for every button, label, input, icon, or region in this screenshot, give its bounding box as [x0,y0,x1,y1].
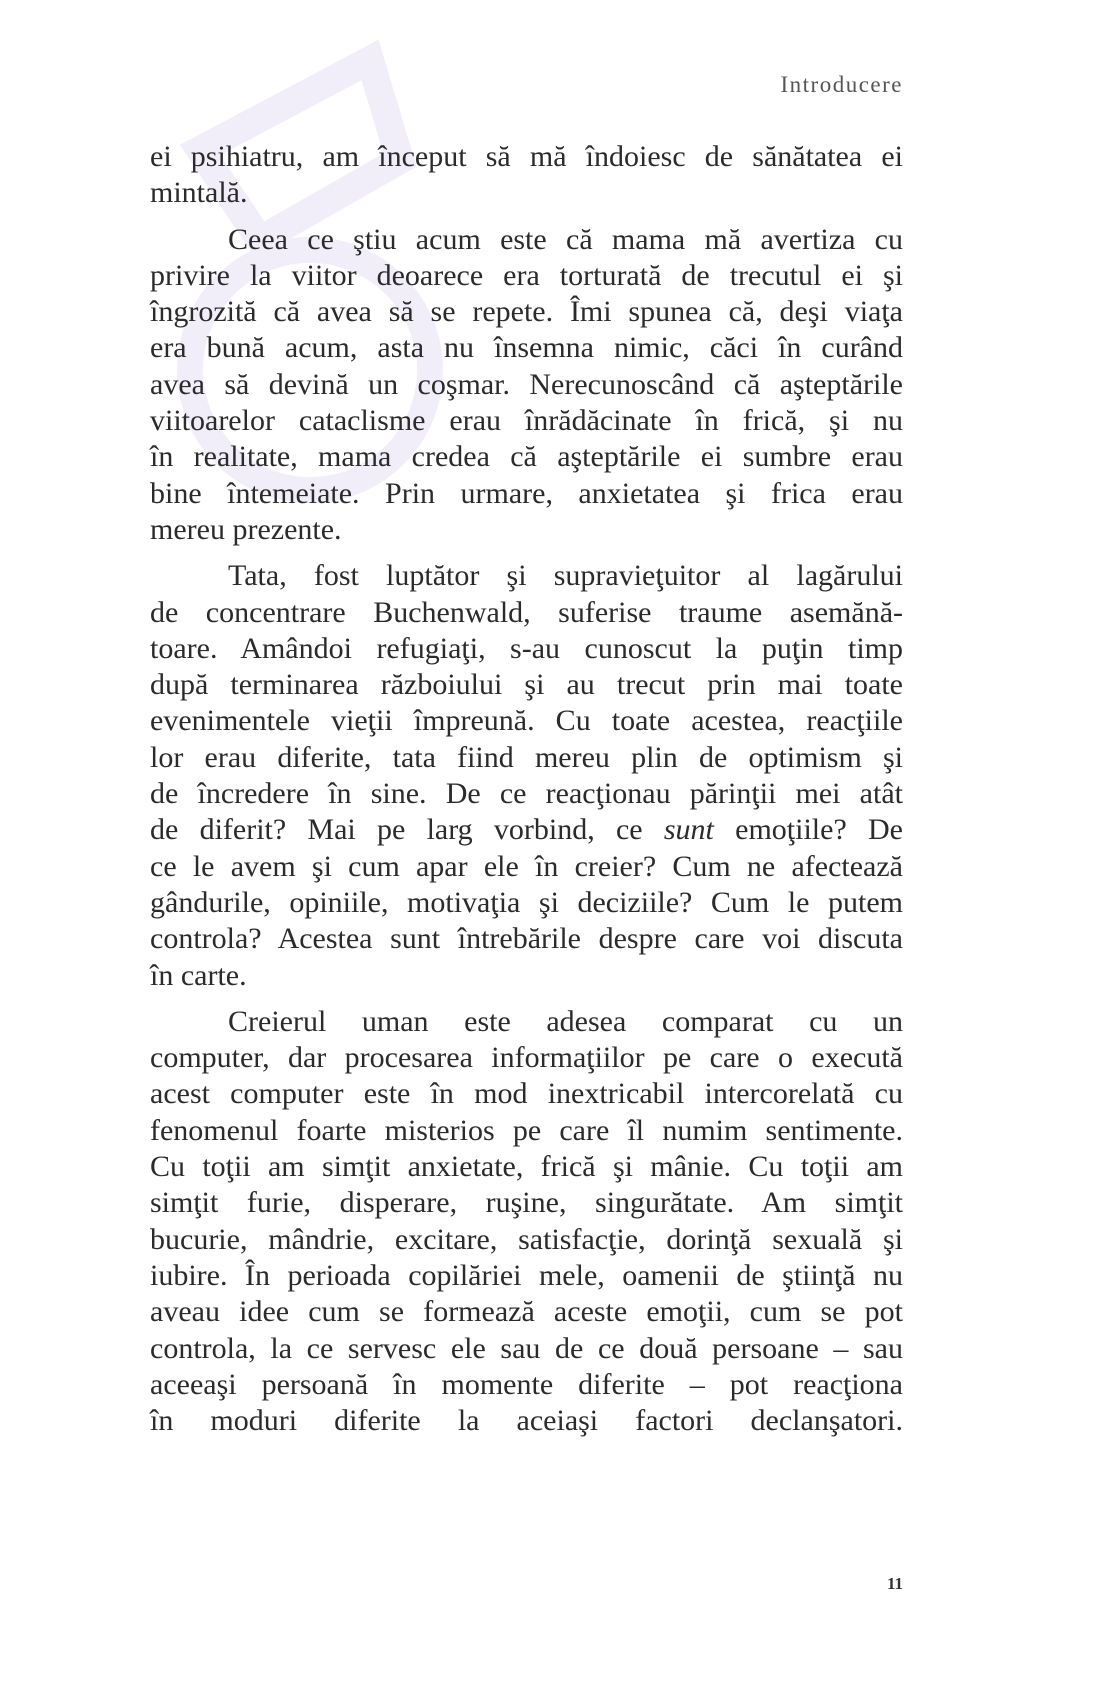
text-line: ei psihiatru, am început să mă îndoiesc de sănătatea ei [150,140,903,173]
text-line: de concentrare Buchenwald, suferise traume asemănă- [150,595,903,629]
running-header: Introducere [780,72,903,97]
text-line: în realitate, mama credea că aşteptările ei sumbre erau [150,440,903,474]
text-line: în carte. [150,958,247,992]
text-line: era bună acum, asta nu însemna nimic, căci în curând [150,331,903,365]
text-line: iubire. În perioada copilăriei mele, oamenii de ştiinţă nu [150,1258,903,1292]
text-line: controla, la ce servesc ele sau de ce două persoane – sau [150,1331,903,1365]
text-line [150,812,903,848]
paragraph [150,139,903,212]
paragraph [150,558,903,994]
text-line: Tata, fost luptător şi supravieţuitor al lagărului [228,559,903,593]
text-line: privire la viitor deoarece era torturată de trecutul ei şi [150,258,903,292]
text-line: gândurile, opiniile, motivaţia şi deciziile? Cum le putem [150,885,903,919]
text-line: îngrozită că avea să se repete. Îmi spunea că, deşi viaţa [150,295,903,329]
text-line: acest computer este în mod inextricabil intercorelată cu [150,1077,903,1111]
paragraph [150,222,903,549]
text-line: controla? Acestea sunt întrebările despre care voi discuta [150,922,903,956]
text-line: aveau idee cum se formează aceste emoţii, cum se pot [150,1295,903,1329]
text-line: bucurie, mândrie, excitare, satisfacţie, dorinţă sexuală şi [150,1222,903,1256]
text-line: ce le avem şi cum apar ele în creier? Cum ne afectează [150,849,903,883]
text-line: lor erau diferite, tata fiind mereu plin de optimism şi [150,740,903,774]
text-line: Ceea ce ştiu acum este că mama mă avertiza cu [228,222,903,256]
text-line: Cu toţii am simţit anxietate, frică şi mânie. Cu toţii am [150,1150,903,1184]
text-line: bine întemeiate. Prin urmare, anxietatea şi frica erau [150,476,903,510]
text-line: de încredere în sine. De ce reacţionau părinţii mei atât [150,777,903,811]
text-segment: sunt [663,813,714,847]
text-line: toare. Amândoi refugiaţi, s-au cunoscut la puţin timp [150,631,903,665]
text-line: viitoarelor cataclisme erau înrădăcinate în frică, şi nu [150,404,903,438]
text-segment: emoţiile? De [713,813,903,847]
page-number: 11 [886,1574,903,1593]
text-line: fenomenul foarte misterios pe care îl numim sentimente. [150,1113,903,1147]
text-line: Creierul uman este adesea comparat cu un [228,1004,903,1038]
text-line: aceeaşi persoană în momente diferite – pot reacţiona [150,1367,903,1401]
text-line: avea să devină un coşmar. Nerecunoscând că aşteptările [150,367,903,401]
text-line: evenimentele vieţii împreună. Cu toate acestea, reacţiile [150,704,903,738]
text-line: mereu prezente. [150,512,342,546]
text-line: în moduri diferite la aceiaşi factori declanşatori. [150,1404,903,1438]
text-line: simţit furie, disperare, ruşine, singurătate. Am simţit [150,1186,903,1220]
paragraph [150,1004,903,1440]
text-line: după terminarea războiului şi au trecut prin mai toate [150,668,903,702]
text-line: computer, dar procesarea informaţiilor pe care o execută [150,1041,903,1075]
text-line: mintală. [150,176,248,210]
text-segment: de diferit? Mai pe larg vorbind, ce [150,813,664,847]
body-text [150,139,903,1439]
